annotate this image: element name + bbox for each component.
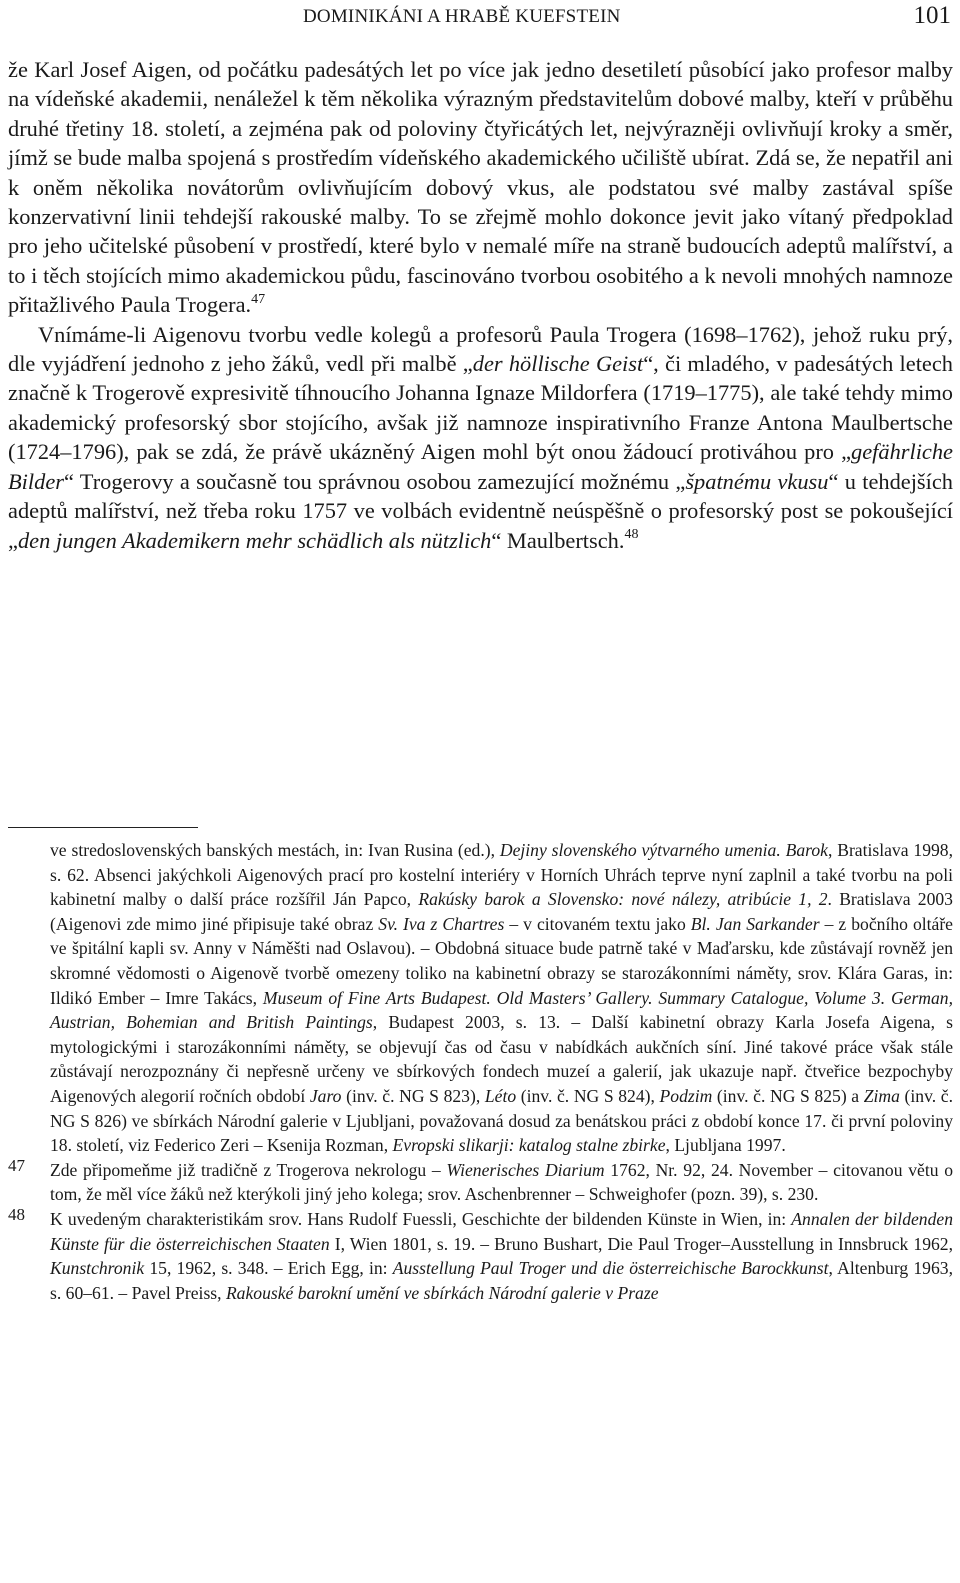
footnote-text-run: (inv. č. NG S 823), — [341, 1085, 485, 1106]
running-head — [8, 2, 953, 32]
footnote-48 — [8, 1204, 953, 1305]
page-number: 101 — [913, 2, 951, 29]
footnote-text-run: ve stredoslovenských banských mestách, in: Ivan Rusina (ed.), — [50, 840, 500, 860]
paragraph-2 — [8, 320, 953, 555]
footnote-number: 47 — [8, 1155, 25, 1175]
footnote-text-run: 15, 1962, s. 348. – Erich Egg, in: — [144, 1258, 393, 1279]
footnote-italic-run: Kunstchronik — [50, 1258, 145, 1279]
paragraph-1 — [8, 55, 953, 320]
paragraph-1-text: že Karl Josef Aigen, od počátku padesátých let po více jak jedno desetiletí působící jako profesor malby na vídeňské akademii, nenáležel k těm několika výrazným představitelům dobové malby, kteří v průběhu druhé třetiny 18. století, a zejména pak od poloviny čtyřicátých let, nejvýrazněji ovlivňují kroky a směr, jímž se bude malba spojená s prostředím vídeňského akademického učiliště ubírat. Zdá se, že nepatřil ani k oněm několika novátorům ovlivňujícím dobový vkus, ale podstatou své malby zastával spíše konzervativní linii tehdejší rakouské malby. To se zřejmě mohlo dokonce jevit jako vítaný předpoklad pro jeho učitelské působení v prostředí, které bylo v nemalé míře na straně budoucích adeptů malířství, a to i těch stojících mimo akademickou půdu, fascinováno tvorbou osobitého a k nevoli mnohých namnoze přitažlivého Paula Trogera. — [8, 57, 953, 318]
footnote-text-run: – v citovaném textu jako — [504, 913, 691, 934]
footnote-text-run: , Budapest 2003, s. 13. – Další kabinetní obrazy Karla Josefa Aigena, s mytologickými i starozákonními náměty, se objevují čas od času v nabídkách aukčních síní. Jiné takové práce však stále zůstávají nerozpoznány či nepřesně určeny ve sbírkových fondech muzeí a galerií, jak ukazuje např. čtveřice bezpochyby Aigenových alegorií ročních období — [50, 1012, 953, 1106]
running-title: DOMINIKÁNI A HRABĚ KUEFSTEIN — [303, 6, 621, 27]
paragraph-2-text-b: “, či mladého, v padesátých letech značně k Trogerově expresivitě tíhnoucího Johanna Ignaze Mildorfera (1719–1775), ale také tehdy mimo akademický profesorský sbor stojícího, avšak již namnoze inspirativního Franze Antona Maulbertsche (1724–1796), pak se zdá, že právě ukázněný Aigen mohl být onou žádoucí protiváhou pro „ — [8, 351, 953, 465]
footnote-text-run: . Bratislava 2003 (Aigenovi zde mimo jiné připisuje také obraz — [50, 889, 953, 934]
footnote-ref-48[interactable]: 48 — [624, 527, 639, 543]
main-text — [8, 55, 953, 555]
footnote-text-run: K uvedeným charakteristikám srov. Hans Rudolf Fuessli, Geschichte der bildenden Künste in Wien, in: — [50, 1208, 792, 1229]
footnote-italic-run: Podzim — [659, 1085, 713, 1106]
footnotes — [8, 838, 953, 1305]
paragraph-2-text-e: “ Maulbertsch. — [491, 527, 625, 553]
footnote-italic-run: Zima — [863, 1085, 900, 1106]
footnote-italic-run: Rakúsky barok a Slovensko: nové nálezy, atribúcie 1, 2 — [418, 889, 828, 910]
footnote-text-run: (inv. č. NG S 825) a — [712, 1085, 864, 1106]
footnote-italic-run: Museum of Fine Arts Budapest. Old Masters’ Gallery. Summary Catalogue, Volume 3. German, Austrian, Bohemian and British Paintings — [50, 987, 954, 1033]
footnote-text-run: 1762, Nr. 92, 24. November – citovanou větu o tom, že měl více žáků než kterýkoli jiný jeho kolega; srov. Aschenbrenner – Schweighofer (pozn. 39), s. 230. — [50, 1159, 954, 1205]
footnote-italic-run: Annalen der bildenden Künste für die österreichischen Staaten — [50, 1208, 953, 1254]
footnote-italic-run: Dejiny slovenského výtvarného umenia. Barok — [499, 840, 828, 860]
footnote-text-run: (inv. č. NG S 824), — [516, 1085, 660, 1106]
footnote-italic-run: Léto — [484, 1085, 517, 1106]
footnote-italic-run: Jaro — [309, 1085, 342, 1106]
footnote-italic-run: Sv. Iva z Chartres — [378, 913, 505, 934]
footnote-text-run: , Ljubljana 1997. — [665, 1135, 786, 1156]
footnote-text-run: Zde připomeňme již tradičně z Trogerova nekrologu – — [50, 1159, 447, 1180]
footnote-italic-run: Evropski slikarji: katalog stalne zbirke — [392, 1135, 666, 1156]
footnote-text-run: , Bratislava 1998, s. 62. Absenci jakýchkoli Aigenových prací pro kostelní interiéry v Horních Uhrách teprve nyní zaplnil a také tvorbu na poli kabinetní malby o další práce rozšířil Ján Papco, — [50, 840, 953, 910]
quote-der-hollische-geist: der höllische Geist — [472, 351, 644, 377]
footnote-47 — [8, 1155, 954, 1207]
footnote-text-run: – z bočního oltáře ve špitální kapli sv. Anny v Náměšti nad Oslavou). – Obdobná situace bude patrně také v Maďarsku, kde zůstávají rovněž jen skromné vědomosti o Aigenově tvorbě omezeny toliko na kabinetní obrazy se starozákonními náměty, srov. Klára Garas, in: Ildikó Ember – Imre Takács, — [50, 913, 953, 1008]
footnote-text-run: , Altenburg 1963, s. 60–61. – Pavel Preiss, — [50, 1258, 953, 1303]
footnote-text-run: I, Wien 1801, s. 19. – Bruno Bushart, Die Paul Troger–Ausstellung in Innsbruck 1962, — [329, 1233, 953, 1254]
footnote-number: 48 — [8, 1204, 25, 1224]
paragraph-2-text-d: “ u tehdejších adeptů malířství, než třeba roku 1757 ve volbách evidentně neúspěšně o profesorský post se pokoušející „ — [8, 468, 953, 553]
paragraph-2-text-c: “ Trogerovy a současně tou správnou osobou zamezující možnému „ — [63, 468, 686, 494]
footnote-text-run: (inv. č. NG S 826) ve sbírkách Národní galerie v Ljubljani, považovaná dosud za benátskou práci z období konce 17. či první poloviny 18. století, viz Federico Zeri – Ksenija Rozman, — [50, 1085, 953, 1156]
footnote-italic-run: Ausstellung Paul Troger und die österreichische Barockkunst — [392, 1258, 829, 1279]
footnote-ref-47[interactable]: 47 — [251, 291, 266, 307]
footnote-italic-run: Wienerisches Diarium — [446, 1159, 605, 1180]
footnote-italic-run: Rakouské barokní umění ve sbírkách Národní galerie v Praze — [225, 1282, 659, 1303]
footnote-separator — [8, 827, 198, 828]
footnote-italic-run: Bl. Jan Sarkander — [690, 913, 820, 934]
quote-spatnemu-vkusu: špatnému vkusu — [685, 468, 829, 494]
quote-gefahrliche-bilder: gefährliche Bilder — [8, 439, 953, 494]
paragraph-2-text-a: Vnímáme-li Aigenovu tvorbu vedle kolegů a profesorů Paula Trogera (1698–1762), jehož ruku prý, dle vyjádření jednoho z jeho žáků, vedl při malbě „ — [8, 321, 953, 377]
footnote-continued — [8, 838, 953, 1158]
quote-den-jungen-akademikern: den jungen Akademikern mehr schädlich als nützlich — [17, 527, 492, 553]
